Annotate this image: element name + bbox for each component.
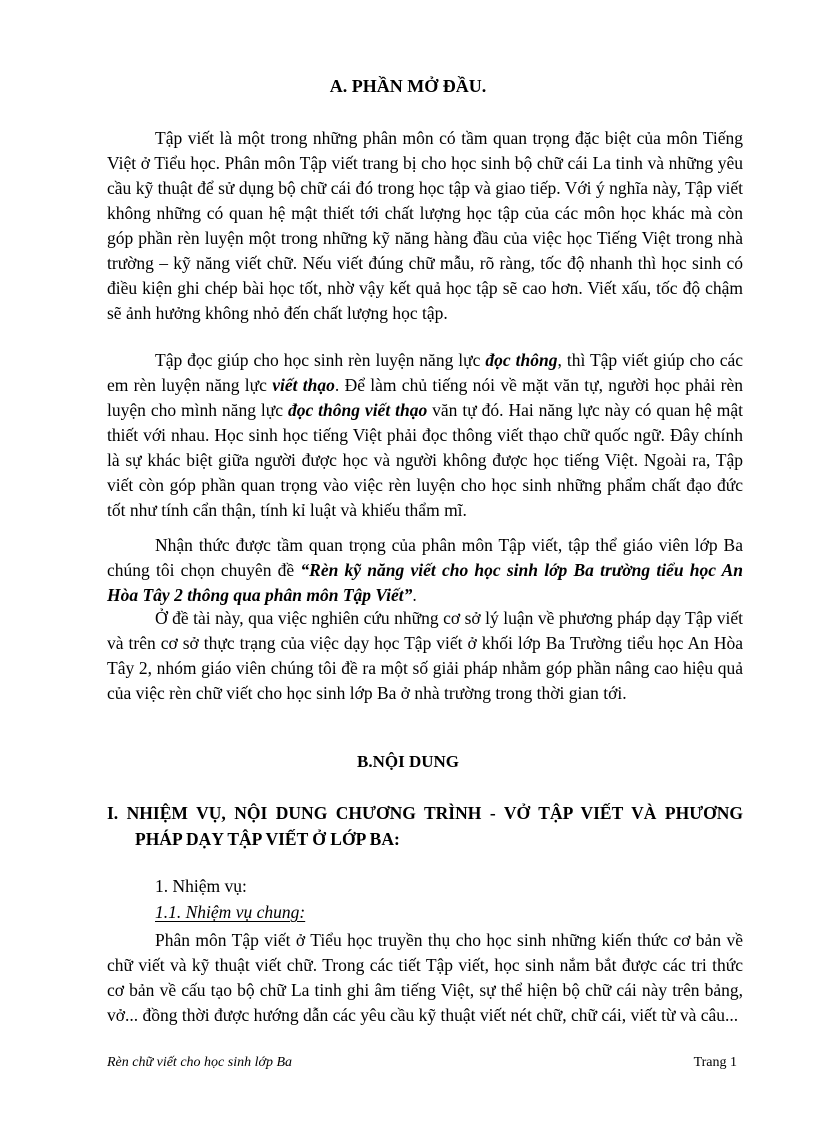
para2-emphasis-doc-thong-viet-thao: đọc thông viết thạo <box>287 400 428 420</box>
footer-title: Rèn chữ viết cho học sinh lớp Ba <box>107 1055 293 1070</box>
subsection-1-heading: 1. Nhiệm vụ: <box>155 876 247 896</box>
intro-paragraph-1: Tập viết là một trong những phân môn có tầm quan trọng đặc biệt của môn Tiếng Việt ở Tiểu học. Phân môn Tập viết trang bị cho học sinh bộ chữ cái La tinh và những yêu cầu kỹ thuật để sử dụng bộ chữ cái đó trong học tập và giao tiếp. Với ý nghĩa này, Tập viết không những có quan hệ mật thiết tới chất lượng học tập của các môn học khác mà còn góp phần rèn luyện một trong những kỹ năng hàng đầu của việc học Tiếng Việt trong nhà trường – kỹ năng viết chữ. Nếu viết đúng chữ mẫu, rõ ràng, tốc độ nhanh thì học sinh có điều kiện ghi chép bài học tốt, nhờ vậy kết quả học tập sẽ cao hơn. Viết xấu, tốc độ chậm sẽ ảnh hưởng không nhỏ đến chất lượng học tập. <box>107 128 743 323</box>
para2-text-3: . Để làm chủ tiếng nói về mặt văn tự, người học phải rèn luyện cho mình năng lực <box>107 375 743 420</box>
section-i-heading: I. NHIỆM VỤ, NỘI DUNG CHƯƠNG TRÌNH - VỞ TẬP VIẾT VÀ PHƯƠNG PHÁP DẠY TẬP VIẾT Ở LỚP BA: <box>107 803 743 849</box>
subsection-1-1-heading: 1.1. Nhiệm vụ chung: <box>155 902 306 922</box>
intro-paragraph-4: Ở đề tài này, qua việc nghiên cứu những cơ sở lý luận về phương pháp dạy Tập viết và trên cơ sở thực trạng của việc dạy học Tập viết ở khối lớp Ba Trường tiểu học An Hòa Tây 2, nhóm giáo viên chúng tôi đề ra một số giải pháp nhằm góp phần nâng cao hiệu quả của việc rèn chữ viết cho học sinh lớp Ba ở nhà trường trong thời gian tới. <box>107 608 743 703</box>
intro-paragraph-3 <box>107 533 743 608</box>
para2-text-2: , thì Tập viết giúp cho các em rèn luyện năng lực <box>107 350 743 395</box>
para3-text-1: Nhận thức được tầm quan trọng của phân môn Tập viết, tập thể giáo viên lớp Ba chúng tôi chọn chuyên đề <box>107 535 743 580</box>
para2-emphasis-viet-thao: viết thạo <box>272 375 335 395</box>
topic-title: “Rèn kỹ năng viết cho học sinh lớp Ba trường tiểu học An Hòa Tây 2 thông qua phân môn Tập Viết” <box>107 560 743 605</box>
content-paragraph-1: Phân môn Tập viết ở Tiểu học truyền thụ cho học sinh những kiến thức cơ bản về chữ viết và kỹ thuật viết chữ. Trong các tiết Tập viết, học sinh nắm bắt được các tri thức cơ bản về cấu tạo bộ chữ La tinh ghi âm tiếng Việt, sự thể hiện bộ chữ cái này trên bảng, vở... đồng thời được hướng dẫn các yêu cầu kỹ thuật viết nét chữ, chữ cái, viết từ và câu... <box>107 930 743 1025</box>
para3-text-2: . <box>412 585 417 605</box>
section-a-heading: A. PHẦN MỞ ĐẦU. <box>329 76 487 96</box>
page-footer <box>107 1055 737 1075</box>
para2-text-4: văn tự đó. Hai năng lực này có quan hệ mật thiết với nhau. Học sinh học tiếng Việt phải đọc thông viết thạo chữ quốc ngữ. Đây chính là sự khác biệt giữa người được học và người không được học tiếng Việt. Ngoài ra, Tập viết còn góp phần quan trọng vào việc rèn luyện cho học sinh những phẩm chất đạo đức tốt như tính cẩn thận, tính kỉ luật và khiếu thẩm mĩ. <box>107 400 743 520</box>
intro-paragraph-2 <box>107 348 743 523</box>
page-number: Trang 1 <box>693 1055 737 1070</box>
para2-emphasis-doc-thong: đọc thông <box>485 350 558 370</box>
section-b-heading: B.NỘI DUNG <box>356 752 459 771</box>
para2-text-1: Tập đọc giúp cho học sinh rèn luyện năng lực <box>155 350 486 370</box>
